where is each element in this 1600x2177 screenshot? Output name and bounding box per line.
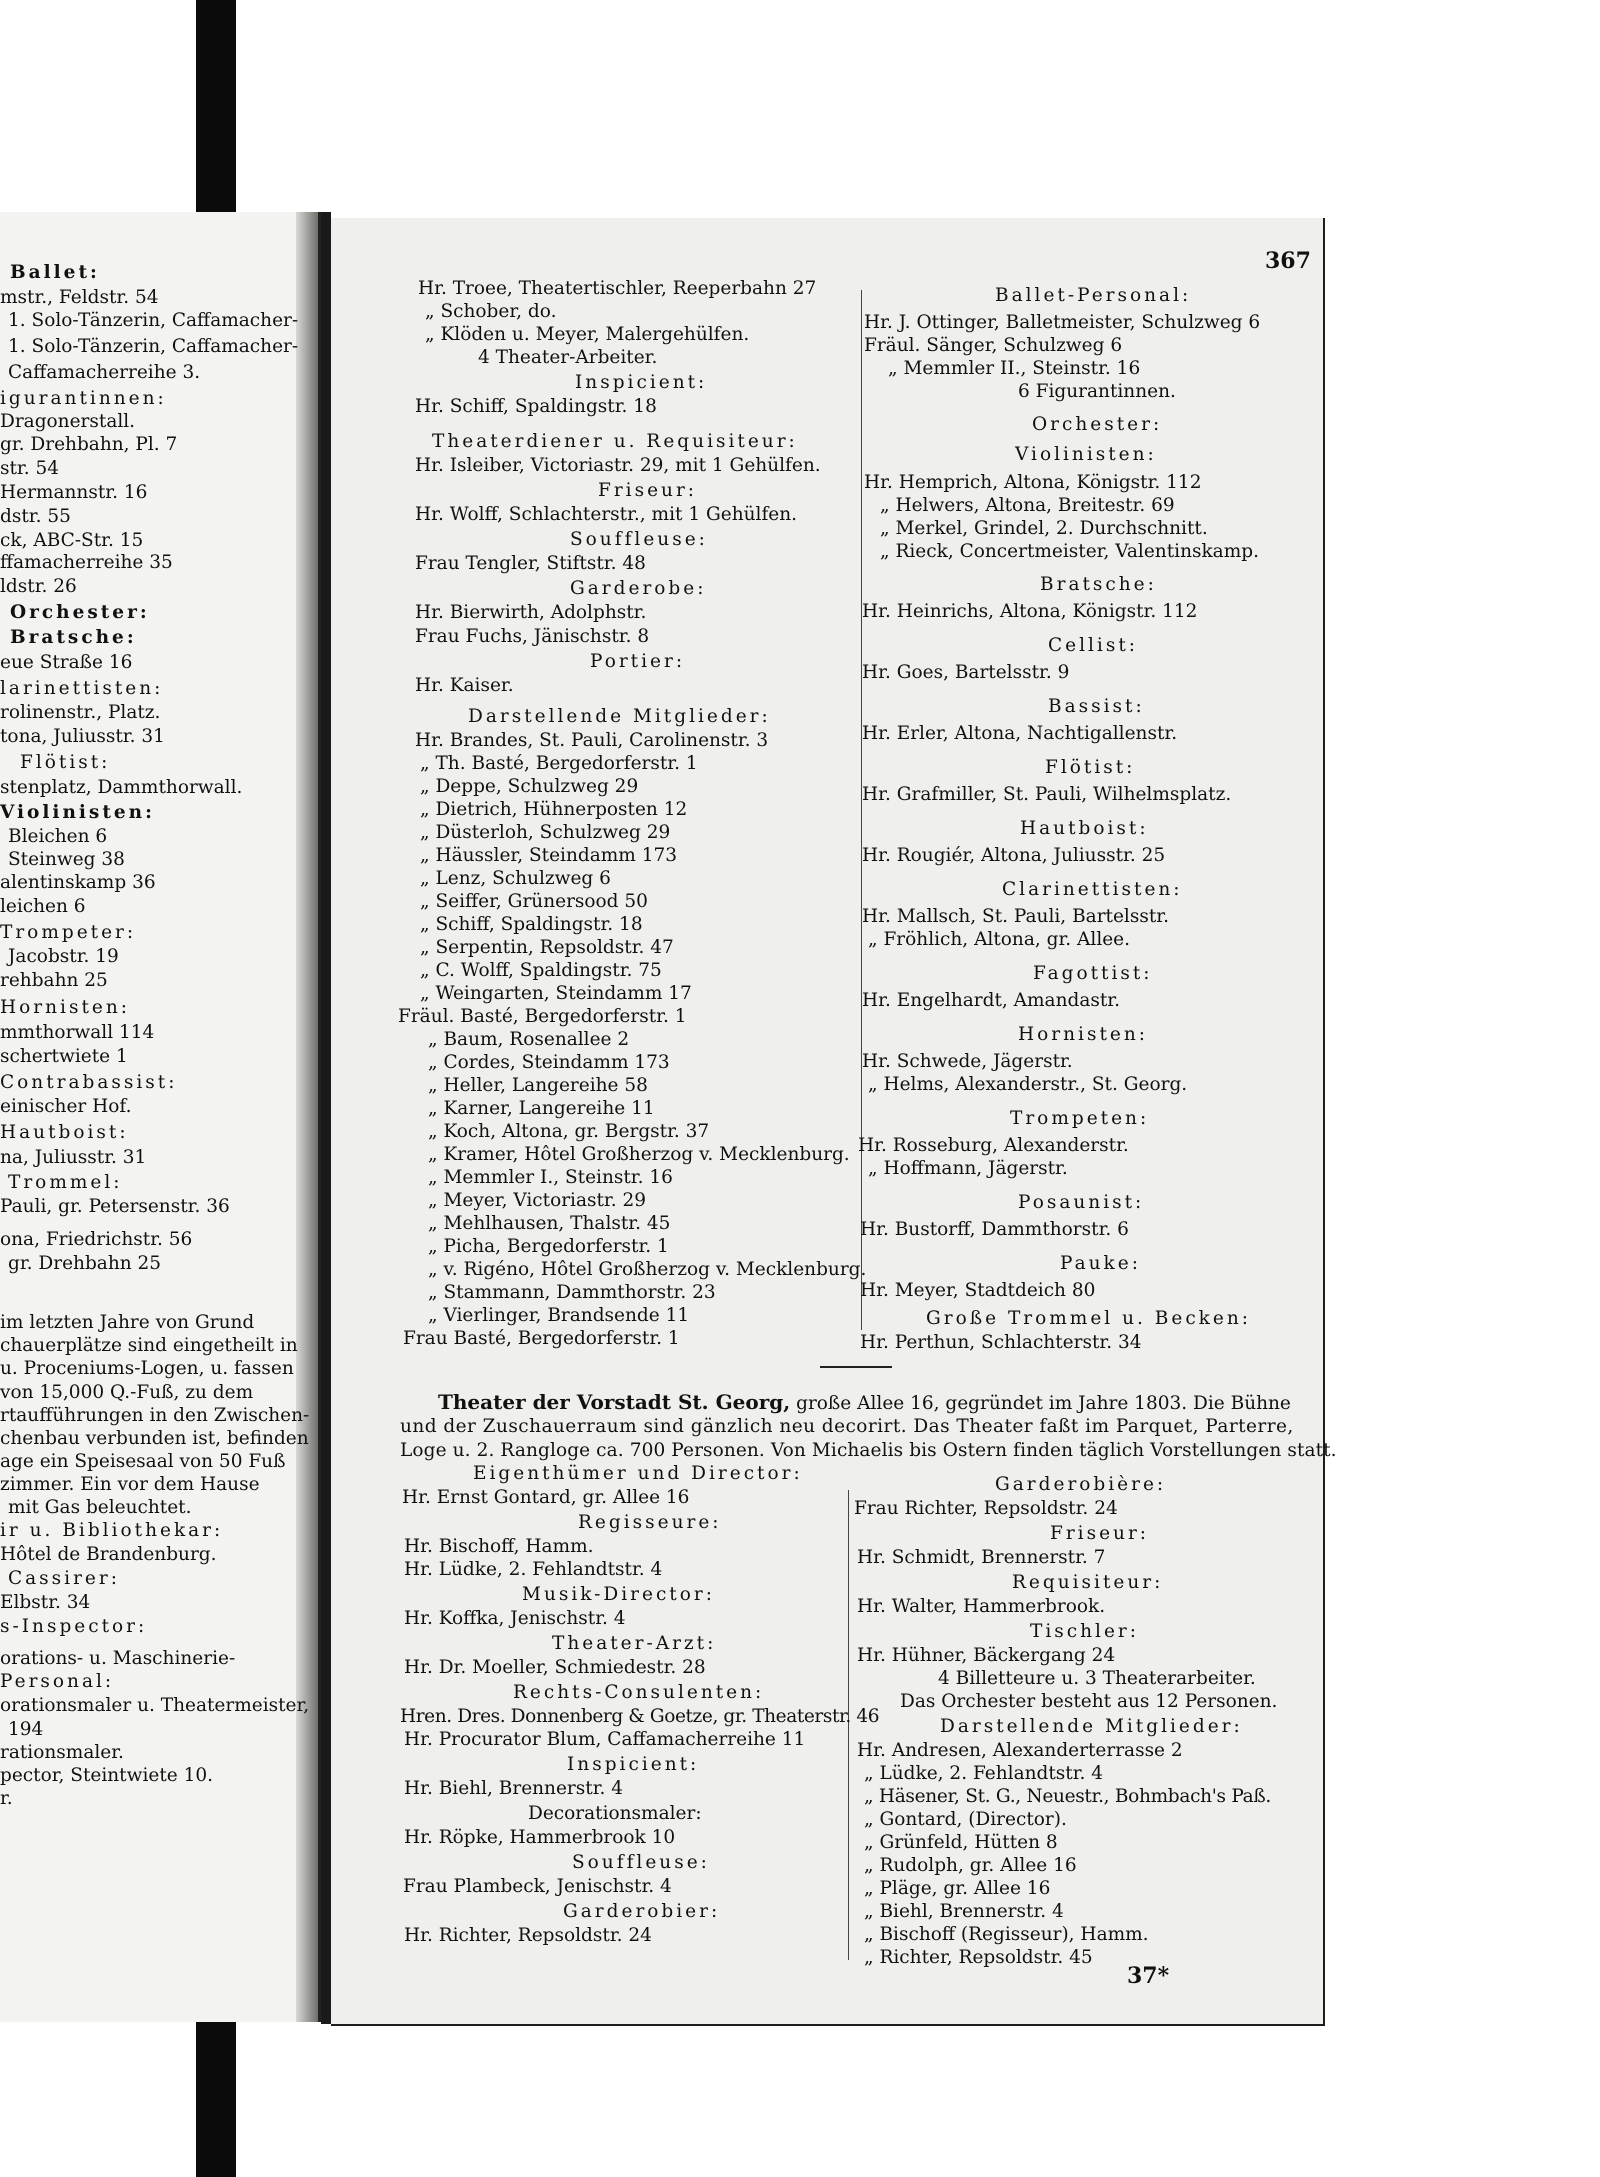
left-line: Flötist: xyxy=(20,752,111,773)
left-line: 194 xyxy=(8,1719,44,1740)
col2-line: Hr. Schwede, Jägerstr. xyxy=(862,1051,1073,1072)
col1-line: „ v. Rigéno, Hôtel Großherzog v. Mecklenburg. xyxy=(428,1259,867,1280)
col3-heading: Garderobier: xyxy=(563,1901,721,1922)
left-line: leichen 6 xyxy=(0,896,86,917)
col1-heading: Portier: xyxy=(590,651,686,672)
col2-heading: Große Trommel u. Becken: xyxy=(926,1308,1251,1329)
left-line: mmthorwall 114 xyxy=(0,1022,155,1043)
col4-line: 4 Billetteure u. 3 Theaterarbeiter. xyxy=(938,1668,1256,1689)
left-line: na, Juliusstr. 31 xyxy=(0,1147,147,1168)
col1-line: „ Weingarten, Steindamm 17 xyxy=(420,983,692,1004)
left-line: tona, Juliusstr. 31 xyxy=(0,726,165,747)
left-line: s-Inspector: xyxy=(0,1616,148,1637)
col4-heading: Friseur: xyxy=(1050,1523,1150,1544)
left-line: Trommel: xyxy=(8,1172,123,1193)
left-line: im letzten Jahre von Grund xyxy=(0,1312,255,1333)
col1-line: „ Serpentin, Repsoldstr. 47 xyxy=(420,937,674,958)
col2-line: „ Memmler II., Steinstr. 16 xyxy=(888,358,1141,379)
col1-line: „ Kramer, Hôtel Großherzog v. Mecklenburg. xyxy=(428,1144,850,1165)
col2-heading: Clarinettisten: xyxy=(1002,879,1183,900)
left-line: Pauli, gr. Petersenstr. 36 xyxy=(0,1196,230,1217)
col3-line: Hr. Lüdke, 2. Fehlandtstr. 4 xyxy=(404,1559,663,1580)
left-line: Bleichen 6 xyxy=(8,826,108,847)
left-line: alentinskamp 36 xyxy=(0,872,156,893)
col1-line: „ Schiff, Spaldingstr. 18 xyxy=(420,914,643,935)
left-line: zimmer. Ein vor dem Hause xyxy=(0,1474,260,1495)
left-line: schertwiete 1 xyxy=(0,1046,128,1067)
left-line: igurantinnen: xyxy=(0,388,167,409)
col2-heading: Cellist: xyxy=(1048,635,1139,656)
col4-line: „ Richter, Repsoldstr. 45 xyxy=(864,1947,1093,1968)
col1-line: Frau Basté, Bergedorferstr. 1 xyxy=(403,1328,680,1349)
col1-line: „ Heller, Langereihe 58 xyxy=(428,1075,648,1096)
col1-line: Hr. Schiff, Spaldingstr. 18 xyxy=(415,396,657,417)
col2-heading: Pauke: xyxy=(1060,1253,1141,1274)
col3-line: Hr. Ernst Gontard, gr. Allee 16 xyxy=(402,1487,690,1508)
left-line: 1. Solo-Tänzerin, Caffamacher- xyxy=(8,310,299,331)
left-line: Cassirer: xyxy=(8,1568,120,1589)
left-line: stenplatz, Dammthorwall. xyxy=(0,777,243,798)
col2-heading: Hornisten: xyxy=(1018,1024,1148,1045)
col1-line: Hr. Isleiber, Victoriastr. 29, mit 1 Gehülfen. xyxy=(415,455,821,476)
left-line: gr. Drehbahn 25 xyxy=(8,1253,162,1274)
left-line: mstr., Feldstr. 54 xyxy=(0,287,159,308)
col2-line: 6 Figurantinnen. xyxy=(1018,381,1176,402)
theater-intro-line3: Loge u. 2. Rangloge ca. 700 Personen. Von Michaelis bis Ostern finden täglich Vorstellungen statt. xyxy=(400,1440,1337,1461)
col2-heading: Flötist: xyxy=(1045,757,1136,778)
col1-line: „ Cordes, Steindamm 173 xyxy=(428,1052,670,1073)
col2-line: Fräul. Sänger, Schulzweg 6 xyxy=(864,335,1123,356)
col2-line: Hr. J. Ottinger, Balletmeister, Schulzweg 6 xyxy=(864,312,1261,333)
col1-heading: Darstellende Mitglieder: xyxy=(468,706,771,727)
col1-line: „ Stammann, Dammthorstr. 23 xyxy=(428,1282,716,1303)
column-rule xyxy=(861,290,862,1330)
col4-heading: Requisiteur: xyxy=(1012,1572,1164,1593)
col2-line: Hr. Meyer, Stadtdeich 80 xyxy=(860,1280,1096,1301)
col2-line: „ Hoffmann, Jägerstr. xyxy=(868,1158,1068,1179)
left-line: orationsmaler u. Theatermeister, xyxy=(0,1695,310,1716)
col3-heading: Decorationsmaler: xyxy=(528,1803,702,1824)
col4-line: Hr. Schmidt, Brennerstr. 7 xyxy=(857,1547,1106,1568)
left-line: chauerplätze sind eingetheilt in xyxy=(0,1335,298,1356)
col1-heading: Theaterdiener u. Requisiteur: xyxy=(432,431,798,452)
col1-line: Hr. Kaiser. xyxy=(415,675,514,696)
col2-line: Hr. Erler, Altona, Nachtigallenstr. xyxy=(862,723,1178,744)
col4-line: Hr. Hühner, Bäckergang 24 xyxy=(857,1645,1116,1666)
page-shadow xyxy=(296,212,318,2022)
col1-line: Hr. Brandes, St. Pauli, Carolinenstr. 3 xyxy=(415,730,769,751)
col4-line: Das Orchester besteht aus 12 Personen. xyxy=(900,1691,1278,1712)
page-number: 367 xyxy=(1265,248,1311,274)
left-line: von 15,000 Q.-Fuß, zu dem xyxy=(0,1382,254,1403)
col2-heading: Bratsche: xyxy=(1040,574,1157,595)
col4-line: „ Rudolph, gr. Allee 16 xyxy=(864,1855,1077,1876)
left-line: pector, Steintwiete 10. xyxy=(0,1765,214,1786)
col4-heading: Garderobière: xyxy=(995,1474,1167,1495)
col1-heading: Friseur: xyxy=(598,480,698,501)
left-line: dstr. 55 xyxy=(0,506,71,527)
col4-line: „ Bischoff (Regisseur), Hamm. xyxy=(864,1924,1149,1945)
col2-line: „ Helms, Alexanderstr., St. Georg. xyxy=(868,1074,1188,1095)
left-line: eue Straße 16 xyxy=(0,652,133,673)
col2-line: Hr. Grafmiller, St. Pauli, Wilhelmsplatz. xyxy=(862,784,1232,805)
col2-heading: Ballet-Personal: xyxy=(995,285,1192,306)
col2-heading: Trompeten: xyxy=(1010,1108,1150,1129)
col1-line: „ Dietrich, Hühnerposten 12 xyxy=(420,799,688,820)
col1-line: „ Düsterloh, Schulzweg 29 xyxy=(420,822,671,843)
section-rule xyxy=(820,1366,892,1368)
col2-line: Hr. Hemprich, Altona, Königstr. 112 xyxy=(864,472,1202,493)
col3-heading: Souffleuse: xyxy=(572,1852,710,1873)
left-line: Hermannstr. 16 xyxy=(0,482,148,503)
col1-line: „ Th. Basté, Bergedorferstr. 1 xyxy=(420,753,698,774)
col1-line: „ Karner, Langereihe 11 xyxy=(428,1098,655,1119)
col3-heading: Regisseure: xyxy=(578,1512,722,1533)
col3-line: Hr. Richter, Repsoldstr. 24 xyxy=(404,1925,652,1946)
col1-line: „ Schober, do. xyxy=(425,301,557,322)
col1-line: „ Picha, Bergedorferstr. 1 xyxy=(428,1236,669,1257)
left-line: einischer Hof. xyxy=(0,1096,132,1117)
col2-line: Hr. Rosseburg, Alexanderstr. xyxy=(858,1135,1129,1156)
left-line: Hôtel de Brandenburg. xyxy=(0,1544,217,1565)
theater-intro-line2: und der Zuschauerraum sind gänzlich neu decorirt. Das Theater faßt im Parquet, Parterre, xyxy=(400,1416,1294,1437)
col1-heading: Inspicient: xyxy=(575,372,708,393)
col4-line: Frau Richter, Repsoldstr. 24 xyxy=(854,1498,1118,1519)
col1-line: „ C. Wolff, Spaldingstr. 75 xyxy=(420,960,662,981)
left-line: rolinenstr., Platz. xyxy=(0,702,161,723)
col1-line: Hr. Troee, Theatertischler, Reeperbahn 27 xyxy=(418,278,817,299)
col3-line: Hr. Procurator Blum, Caffamacherreihe 11 xyxy=(404,1729,806,1750)
left-line: Dragonerstall. xyxy=(0,411,136,432)
col2-line: Hr. Rougiér, Altona, Juliusstr. 25 xyxy=(862,845,1166,866)
col1-line: „ Mehlhausen, Thalstr. 45 xyxy=(428,1213,671,1234)
left-line: r. xyxy=(0,1788,13,1809)
left-line: Jacobstr. 19 xyxy=(8,946,119,967)
col2-heading: Fagottist: xyxy=(1033,963,1153,984)
col2-line: Hr. Heinrichs, Altona, Königstr. 112 xyxy=(862,601,1198,622)
left-line: rationsmaler. xyxy=(0,1742,124,1763)
col1-heading: Souffleuse: xyxy=(570,529,708,550)
left-line: Elbstr. 34 xyxy=(0,1592,91,1613)
col3-line: Hren. Dres. Donnenberg & Goetze, gr. Theaterstr. 46 xyxy=(400,1706,880,1727)
col2-line: Hr. Mallsch, St. Pauli, Bartelsstr. xyxy=(862,906,1169,927)
left-line: orations- u. Maschinerie- xyxy=(0,1648,236,1669)
left-line: mit Gas beleuchtet. xyxy=(8,1497,192,1518)
col2-heading: Violinisten: xyxy=(1015,444,1157,465)
col2-heading: Bassist: xyxy=(1048,696,1145,717)
col3-line: Hr. Biehl, Brennerstr. 4 xyxy=(404,1778,624,1799)
left-line: Contrabassist: xyxy=(0,1072,178,1093)
col2-heading: Hautboist: xyxy=(1020,818,1149,839)
col3-heading: Eigenthümer und Director: xyxy=(473,1463,803,1484)
col3-line: Hr. Dr. Moeller, Schmiedestr. 28 xyxy=(404,1657,706,1678)
left-line: Ballet: xyxy=(10,262,100,283)
col1-line: „ Vierlinger, Brandsende 11 xyxy=(428,1305,690,1326)
col2-line: Hr. Bustorff, Dammthorstr. 6 xyxy=(860,1219,1129,1240)
col3-heading: Inspicient: xyxy=(567,1754,700,1775)
left-line: ona, Friedrichstr. 56 xyxy=(0,1229,193,1250)
left-page xyxy=(0,212,321,2022)
col1-line: „ Meyer, Victoriastr. 29 xyxy=(428,1190,647,1211)
col4-line: „ Grünfeld, Hütten 8 xyxy=(864,1832,1058,1853)
col2-line: „ Rieck, Concertmeister, Valentinskamp. xyxy=(880,541,1259,562)
col1-line: Hr. Bierwirth, Adolphstr. xyxy=(415,602,647,623)
col1-line: „ Memmler I., Steinstr. 16 xyxy=(428,1167,673,1188)
col4-line: „ Lüdke, 2. Fehlandtstr. 4 xyxy=(864,1763,1104,1784)
left-line: age ein Speisesaal von 50 Fuß xyxy=(0,1451,286,1472)
left-line: ldstr. 26 xyxy=(0,576,77,597)
col2-line: „ Merkel, Grindel, 2. Durchschnitt. xyxy=(880,518,1208,539)
col2-line: „ Fröhlich, Altona, gr. Allee. xyxy=(868,929,1131,950)
col4-line: „ Pläge, gr. Allee 16 xyxy=(864,1878,1051,1899)
left-line: str. 54 xyxy=(0,458,60,479)
col3-line: Frau Plambeck, Jenischstr. 4 xyxy=(403,1876,672,1897)
col4-line: Hr. Andresen, Alexanderterrasse 2 xyxy=(857,1740,1183,1761)
left-line: rehbahn 25 xyxy=(0,970,108,991)
col1-line: Frau Tengler, Stiftstr. 48 xyxy=(415,553,646,574)
col3-line: Hr. Röpke, Hammerbrook 10 xyxy=(404,1827,676,1848)
left-line: Steinweg 38 xyxy=(8,849,125,870)
col1-heading: Garderobe: xyxy=(570,578,707,599)
col3-heading: Musik-Director: xyxy=(522,1584,715,1605)
left-line: 1. Solo-Tänzerin, Caffamacher- xyxy=(8,336,299,357)
left-line: Orchester: xyxy=(10,602,150,623)
col3-line: Hr. Koffka, Jenischstr. 4 xyxy=(404,1608,626,1629)
col1-line: 4 Theater-Arbeiter. xyxy=(478,347,658,368)
signature-mark: 37* xyxy=(1127,1963,1170,1989)
col2-line: „ Helwers, Altona, Breitestr. 69 xyxy=(880,495,1175,516)
col2-heading: Orchester: xyxy=(1032,414,1163,435)
left-line: larinettisten: xyxy=(0,678,164,699)
left-line: ir u. Bibliothekar: xyxy=(0,1520,224,1541)
col4-line: Hr. Walter, Hammerbrook. xyxy=(857,1596,1106,1617)
col4-line: „ Häsener, St. G., Neuestr., Bohmbach's Paß. xyxy=(864,1786,1271,1807)
left-line: u. Proceniums-Logen, u. fassen xyxy=(0,1358,294,1379)
col1-line: Hr. Wolff, Schlachterstr., mit 1 Gehülfen. xyxy=(415,504,798,525)
col3-line: Hr. Bischoff, Hamm. xyxy=(404,1536,594,1557)
col4-heading: Darstellende Mitglieder: xyxy=(940,1716,1243,1737)
page-gutter xyxy=(321,212,331,2024)
col2-heading: Posaunist: xyxy=(1018,1192,1145,1213)
col2-line: Hr. Goes, Bartelsstr. 9 xyxy=(862,662,1070,683)
left-line: gr. Drehbahn, Pl. 7 xyxy=(0,434,178,455)
col4-heading: Tischler: xyxy=(1030,1621,1139,1642)
col1-line: „ Koch, Altona, gr. Bergstr. 37 xyxy=(428,1121,710,1142)
left-line: Hautboist: xyxy=(0,1122,129,1143)
col2-line: Hr. Engelhardt, Amandastr. xyxy=(862,990,1120,1011)
col1-line: „ Baum, Rosenallee 2 xyxy=(428,1029,630,1050)
left-line: Personal: xyxy=(0,1671,115,1692)
left-line: Bratsche: xyxy=(10,627,137,648)
left-line: chenbau verbunden ist, befinden xyxy=(0,1428,309,1449)
left-line: rtaufführungen in den Zwischen- xyxy=(0,1405,310,1426)
left-line: Hornisten: xyxy=(0,997,130,1018)
col2-line: Hr. Perthun, Schlachterstr. 34 xyxy=(860,1332,1142,1353)
col3-heading: Theater-Arzt: xyxy=(552,1633,717,1654)
left-line: ck, ABC-Str. 15 xyxy=(0,530,144,551)
col1-line: „ Seiffer, Grünersood 50 xyxy=(420,891,648,912)
left-line: ffamacherreihe 35 xyxy=(0,552,173,573)
col1-line: Frau Fuchs, Jänischstr. 8 xyxy=(415,626,650,647)
col4-line: „ Gontard, (Director). xyxy=(864,1809,1067,1830)
left-line: Caffamacherreihe 3. xyxy=(8,362,201,383)
col1-line: „ Deppe, Schulzweg 29 xyxy=(420,776,639,797)
col1-line: „ Klöden u. Meyer, Malergehülfen. xyxy=(425,324,750,345)
col3-heading: Rechts-Consulenten: xyxy=(513,1682,765,1703)
left-line: Trompeter: xyxy=(0,922,137,943)
col4-line: „ Biehl, Brennerstr. 4 xyxy=(864,1901,1064,1922)
theater-title: Theater der Vorstadt St. Georg, xyxy=(438,1390,791,1414)
theater-intro-line1 xyxy=(438,1392,1291,1414)
col1-line: „ Lenz, Schulzweg 6 xyxy=(420,868,611,889)
theater-intro-rest: große Allee 16, gegründet im Jahre 1803. Die Bühne xyxy=(796,1393,1291,1414)
col1-line: „ Häussler, Steindamm 173 xyxy=(420,845,678,866)
col1-line: Fräul. Basté, Bergedorferstr. 1 xyxy=(398,1006,687,1027)
left-line: Violinisten: xyxy=(0,802,155,823)
